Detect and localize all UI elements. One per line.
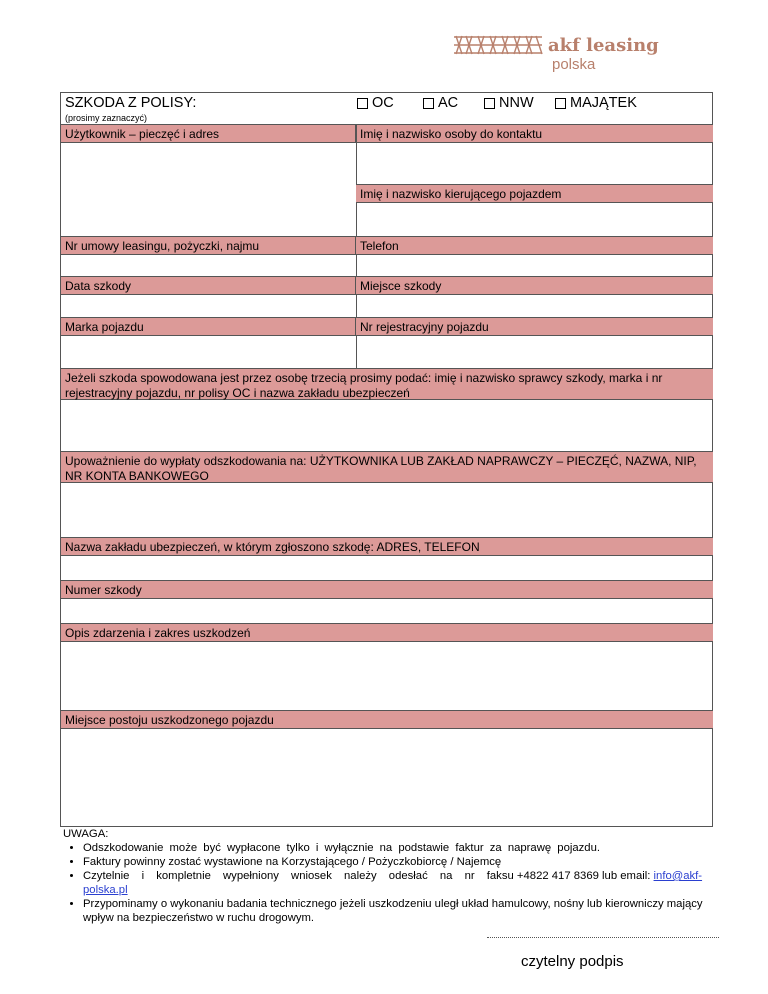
note-item: • Czytelnie i kompletnie wypełniony wniosek należy odesłać na nr faksu +4822 417 8369 lub email: info@akf-polska.pl — [83, 869, 708, 897]
input-description[interactable] — [61, 642, 713, 710]
label-parking: Miejsce postoju uszkodzonego pojazdu — [61, 710, 713, 729]
label-third-party: Jeżeli szkoda spowodowana jest przez osobę trzecią prosimy podać: imię i nazwisko sprawcy szkody, marka i nr rejestracyjny pojazdu, nr polisy OC i nazwa zakładu ubezpieczeń — [61, 368, 713, 400]
note-item: • Odszkodowanie może być wypłacone tylko i wyłącznie na podstawie faktur za naprawę pojazdu. — [83, 841, 708, 855]
company-logo — [452, 34, 672, 78]
label-description: Opis zdarzenia i zakres uszkodzeń — [61, 623, 713, 642]
logo-brand-text: akf leasing — [548, 35, 659, 56]
notes-heading: UWAGA: — [63, 828, 109, 840]
label-user: Użytkownik – pieczęć i adres — [61, 124, 356, 143]
label-contract: Nr umowy leasingu, pożyczki, najmu — [61, 236, 356, 255]
logo-mark-icon — [452, 34, 544, 56]
label-make: Marka pojazdu — [61, 317, 356, 336]
label-authorization: Upoważnienie do wypłaty odszkodowania na: UŻYTKOWNIKA LUB ZAKŁAD NAPRAWCZY – PIECZĘĆ, NAZWA, NIP, NR KONTA BANKOWEGO — [61, 451, 713, 483]
form-subtitle: (prosimy zaznaczyć) — [65, 113, 148, 123]
claim-form — [60, 92, 713, 827]
checkbox-nnw[interactable]: NNW — [484, 95, 534, 111]
label-claim-number: Numer szkody — [61, 580, 713, 599]
label-contact: Imię i nazwisko osoby do kontaktu — [356, 124, 713, 143]
input-contract-phone[interactable] — [61, 255, 713, 276]
logo-sub-text: polska — [552, 56, 596, 73]
email-link[interactable]: info@akf-polska.pl — [83, 870, 703, 896]
input-date-place[interactable] — [61, 295, 713, 317]
label-driver: Imię i nazwisko kierującego pojazdem — [356, 184, 713, 203]
input-user[interactable] — [61, 143, 356, 236]
note-item: • Przypominamy o wykonaniu badania technicznego jeżeli uszkodzeniu uległ układ hamulcowy, nośny lub kierowniczy mający wpływ na bezpieczeństwo w ruchu drogowym. — [83, 897, 708, 925]
checkbox-icon — [484, 98, 495, 109]
signature-line — [487, 937, 719, 938]
notes-list — [63, 841, 708, 925]
label-date: Data szkody — [61, 276, 356, 295]
input-driver[interactable] — [357, 203, 713, 236]
signature-label: czytelny podpis — [521, 953, 624, 970]
checkbox-oc[interactable]: OC — [357, 95, 394, 111]
checkbox-majatek[interactable]: MAJĄTEK — [555, 95, 637, 111]
label-insurer: Nazwa zakładu ubezpieczeń, w którym zgłoszono szkodę: ADRES, TELEFON — [61, 537, 713, 556]
input-make-plate[interactable] — [61, 336, 713, 368]
label-phone: Telefon — [356, 236, 713, 255]
input-third-party[interactable] — [61, 400, 713, 451]
input-claim-number[interactable] — [61, 599, 713, 623]
checkbox-icon — [555, 98, 566, 109]
form-title: SZKODA Z POLISY: — [65, 95, 197, 111]
input-contact[interactable] — [357, 143, 713, 184]
label-plate: Nr rejestracyjny pojazdu — [356, 317, 713, 336]
notes-section — [63, 827, 708, 925]
checkbox-icon — [423, 98, 434, 109]
checkbox-icon — [357, 98, 368, 109]
input-authorization[interactable] — [61, 483, 713, 537]
note-item: • Faktury powinny zostać wystawione na Korzystającego / Pożyczkobiorcę / Najemcę — [83, 855, 708, 869]
label-place: Miejsce szkody — [356, 276, 713, 295]
checkbox-ac[interactable]: AC — [423, 95, 458, 111]
input-parking[interactable] — [61, 729, 713, 827]
fax-number: +4822 417 8369 — [516, 870, 599, 882]
input-insurer[interactable] — [61, 556, 713, 580]
